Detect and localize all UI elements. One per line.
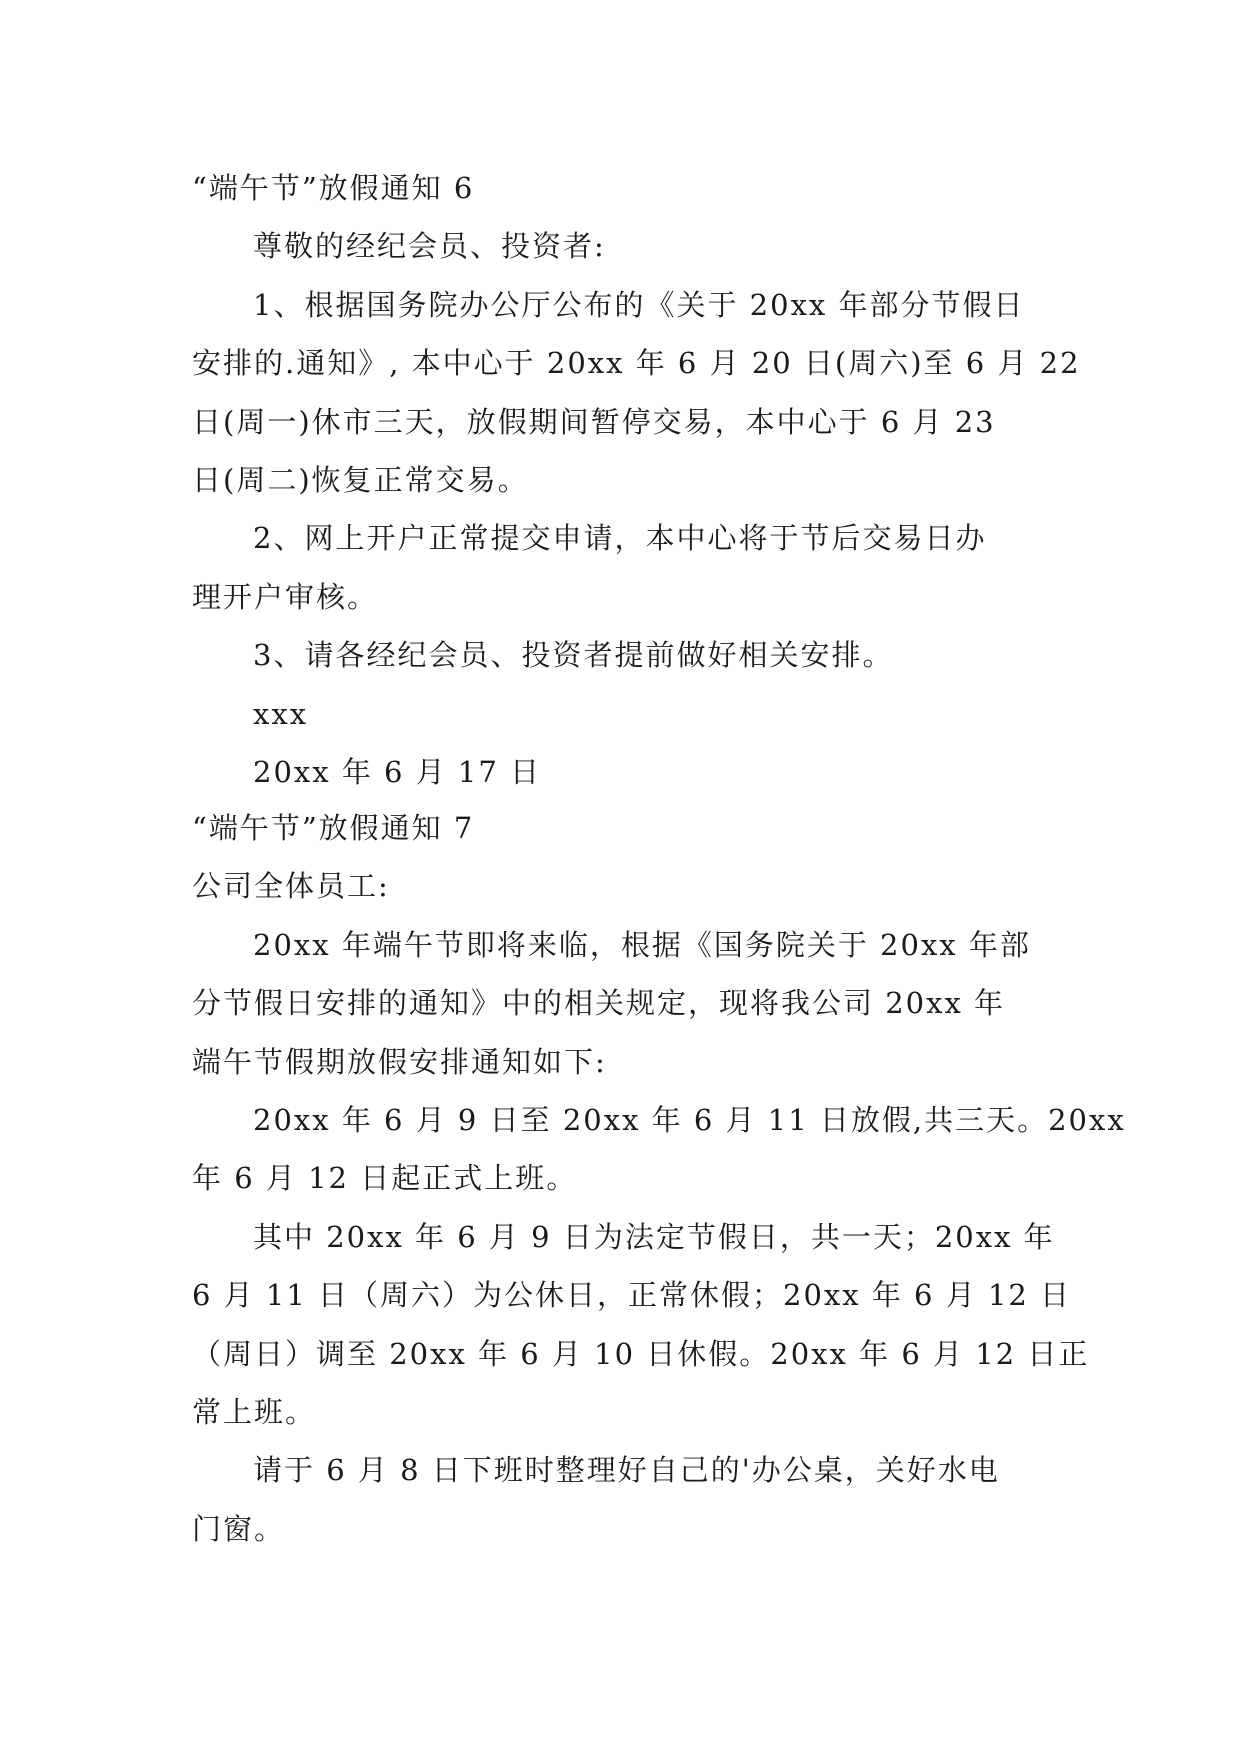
notice-title-6: “端午节”放假通知 6 <box>192 171 475 205</box>
paragraph-line: 端午节假期放假安排通知如下: <box>192 1045 607 1079</box>
paragraph-line: 分节假日安排的通知》中的相关规定，现将我公司 20xx 年 <box>192 986 1006 1020</box>
paragraph-line: 年 6 月 12 日起正式上班。 <box>192 1161 578 1195</box>
paragraph-line: （周日）调至 20xx 年 6 月 10 日休假。20xx 年 6 月 12 日正 <box>192 1337 1090 1371</box>
paragraph-line: 门窗。 <box>192 1512 286 1546</box>
paragraph-line: 常上班。 <box>192 1395 317 1429</box>
notice-title-7: “端午节”放假通知 7 <box>192 811 475 845</box>
signature-date: 20xx 年 6 月 17 日 <box>253 755 542 789</box>
paragraph-line: 20xx 年 6 月 9 日至 20xx 年 6 月 11 日放假,共三天。20xx <box>253 1103 1126 1137</box>
paragraph-line: 日(周二)恢复正常交易。 <box>192 463 529 497</box>
paragraph-line: 日(周一)休市三天，放假期间暂停交易，本中心于 6 月 23 <box>192 405 996 439</box>
salutation-members: 尊敬的经纪会员、投资者: <box>253 229 606 263</box>
paragraph-line: 安排的.通知》, 本中心于 20xx 年 6 月 20 日(周六)至 6 月 22 <box>192 346 1081 380</box>
paragraph-line: 请于 6 月 8 日下班时整理好自己的'办公桌，关好水电 <box>253 1453 1000 1487</box>
paragraph-line: 20xx 年端午节即将来临，根据《国务院关于 20xx 年部 <box>253 928 1031 962</box>
salutation-staff: 公司全体员工: <box>192 869 390 903</box>
paragraph-line: 理开户审核。 <box>192 580 379 614</box>
paragraph-line: 1、根据国务院办公厅公布的《关于 20xx 年部分节假日 <box>253 288 1025 322</box>
signature-name: xxx <box>253 697 309 731</box>
paragraph-line: 其中 20xx 年 6 月 9 日为法定节假日，共一天；20xx 年 <box>253 1220 1055 1254</box>
paragraph-line: 6 月 11 日（周六）为公休日，正常休假；20xx 年 6 月 12 日 <box>192 1278 1072 1312</box>
paragraph-line: 2、网上开户正常提交申请，本中心将于节后交易日办 <box>253 521 987 555</box>
paragraph-line: 3、请各经纪会员、投资者提前做好相关安排。 <box>253 638 894 672</box>
